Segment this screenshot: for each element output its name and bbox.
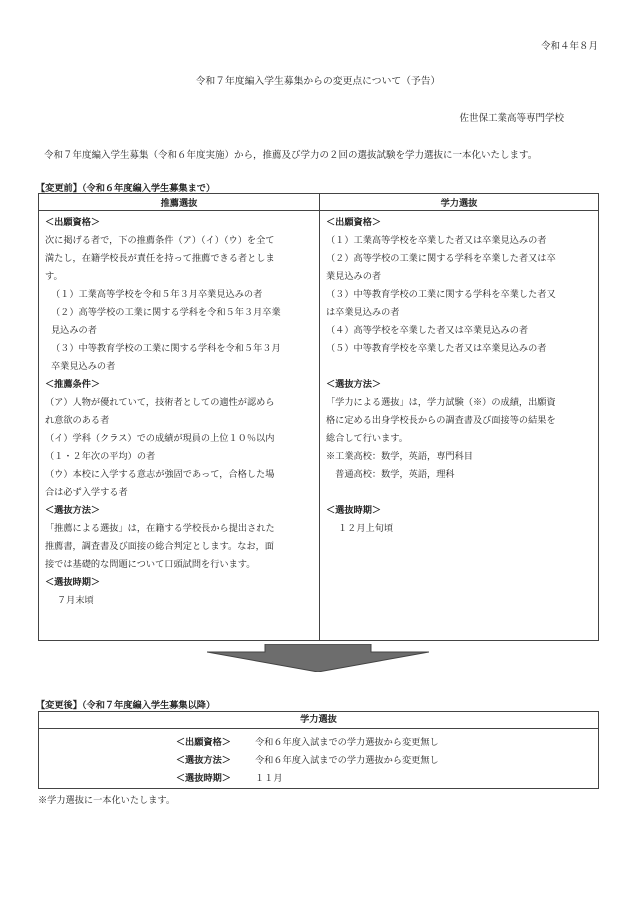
acad-qualification-item: [326, 232, 592, 250]
text-line: （２）高等学校の工業に関する学科を卒業した者又は卒: [326, 253, 556, 264]
intro-paragraph: 令和７年度編入学生募集（令和６年度実施）から，推薦及び学力の２回の選抜試験を学力選抜に一本化いたします。: [44, 150, 538, 161]
acad-qualification-item: [326, 286, 592, 322]
text-line: れ意欲のある者: [45, 415, 110, 426]
text-line: 格に定める出身学校長からの調査書及び面接等の結果を: [326, 415, 556, 426]
after-change-box: [38, 711, 599, 789]
after-row-qualification: [39, 734, 598, 752]
text-line: （３）中等教育学校の工業に関する学科を令和５年３月: [51, 343, 281, 354]
academic-cell: [320, 211, 599, 641]
text-line: （１・２年次の平均）の者: [45, 451, 156, 462]
document-date: 令和４年８月: [540, 41, 598, 52]
acad-qualification-item: [326, 340, 592, 358]
text-line: 合は必ず入学する者: [45, 487, 128, 498]
text-line: （３）中等教育学校の工業に関する学科を卒業した者又: [326, 289, 556, 300]
acad-qualification-heading: ＜出願資格＞: [326, 217, 382, 228]
text-line: 卒業見込みの者: [51, 361, 116, 372]
rec-condition-item: [45, 430, 313, 466]
rec-condition-item: [45, 394, 313, 430]
text-line: す。: [45, 271, 63, 282]
row-label: ＜出願資格＞: [175, 737, 231, 748]
school-name: 佐世保工業高等専門学校: [459, 113, 564, 124]
document-title: 令和７年度編入学生募集からの変更点について（予告）: [195, 76, 441, 87]
row-label: ＜選抜方法＞: [175, 755, 231, 766]
text-line: （１）工業高等学校を令和５年３月卒業見込みの者: [51, 289, 263, 300]
acad-method-heading: ＜選抜方法＞: [326, 379, 382, 390]
after-box-title: 学力選抜: [39, 712, 598, 729]
text-line: 接では基礎的な問題について口頭試問を行います。: [45, 559, 256, 570]
text-line: 推薦書，調査書及び面接の総合判定とします。なお，面: [45, 541, 274, 552]
rec-timing-text: ７月末頃: [57, 595, 94, 606]
after-row-method: [39, 752, 598, 770]
rec-qualification-item: [51, 340, 313, 376]
text-line: （４）高等学校を卒業した者又は卒業見込みの者: [326, 325, 529, 336]
column-header-academic: 学力選抜: [320, 194, 599, 211]
rec-conditions-heading: ＜推薦条件＞: [45, 379, 101, 390]
before-change-heading: 【変更前】（令和６年度編入学生募集まで）: [36, 183, 216, 194]
row-value: 令和６年度入試までの学力選抜から変更無し: [255, 755, 439, 766]
text-line: ※工業高校：数学，英語，専門科目: [326, 451, 473, 462]
after-change-heading: 【変更後】（令和７年度編入学生募集以降）: [36, 700, 216, 711]
text-line: （イ）学科（クラス）での成績が現員の上位１０％以内: [45, 433, 275, 444]
recommendation-cell: [39, 211, 320, 641]
row-value: 令和６年度入試までの学力選抜から変更無し: [255, 737, 439, 748]
rec-method-heading: ＜選抜方法＞: [45, 505, 101, 516]
row-label: ＜選抜時期＞: [175, 773, 231, 784]
acad-subjects: [326, 448, 592, 484]
text-line: （２）高等学校の工業に関する学科を令和５年３月卒業: [51, 307, 281, 318]
rec-qualification-text: [45, 232, 313, 286]
text-line: 総合して行います。: [326, 433, 408, 444]
text-line: 見込みの者: [51, 325, 97, 336]
rec-qualification-heading: ＜出願資格＞: [45, 217, 101, 228]
rec-qualification-item: [51, 286, 313, 304]
acad-qualification-item: [326, 322, 592, 340]
text-line: 業見込みの者: [326, 271, 382, 282]
footnote: ※学力選抜に一本化いたします。: [38, 795, 176, 806]
text-line: （ウ）本校に入学する意志が強固であって，合格した場: [45, 469, 275, 480]
acad-method-text: [326, 394, 592, 448]
rec-method-text: [45, 520, 313, 574]
rec-timing-heading: ＜選抜時期＞: [45, 577, 101, 588]
down-arrow-icon: [207, 644, 429, 672]
text-line: 「学力による選抜」は，学力試験（※）の成績，出願資: [326, 397, 556, 408]
text-line: （１）工業高等学校を卒業した者又は卒業見込みの者: [326, 235, 547, 246]
text-line: 満たし，在籍学校長が責任を持って推薦できる者としま: [45, 253, 275, 264]
before-comparison-table: [38, 193, 599, 641]
text-line: は卒業見込みの者: [326, 307, 400, 318]
acad-timing-heading: ＜選抜時期＞: [326, 505, 382, 516]
column-header-recommendation: 推薦選抜: [39, 194, 320, 211]
acad-qualification-item: [326, 250, 592, 286]
text-line: （ア）人物が優れていて，技術者としての適性が認めら: [45, 397, 275, 408]
text-line: 「推薦による選抜」は，在籍する学校長から提出された: [45, 523, 275, 534]
rec-condition-item: [45, 466, 313, 502]
row-value: １１月: [255, 773, 283, 784]
acad-timing-text: １２月上旬頃: [338, 523, 394, 534]
after-row-timing: [39, 770, 598, 788]
text-line: 普通高校：数学，英語，理科: [326, 469, 455, 480]
rec-qualification-item: [51, 304, 313, 340]
text-line: （５）中等教育学校を卒業した者又は卒業見込みの者: [326, 343, 547, 354]
text-line: 次に掲げる者で，下の推薦条件（ア）（イ）（ウ）を全て: [45, 235, 275, 246]
